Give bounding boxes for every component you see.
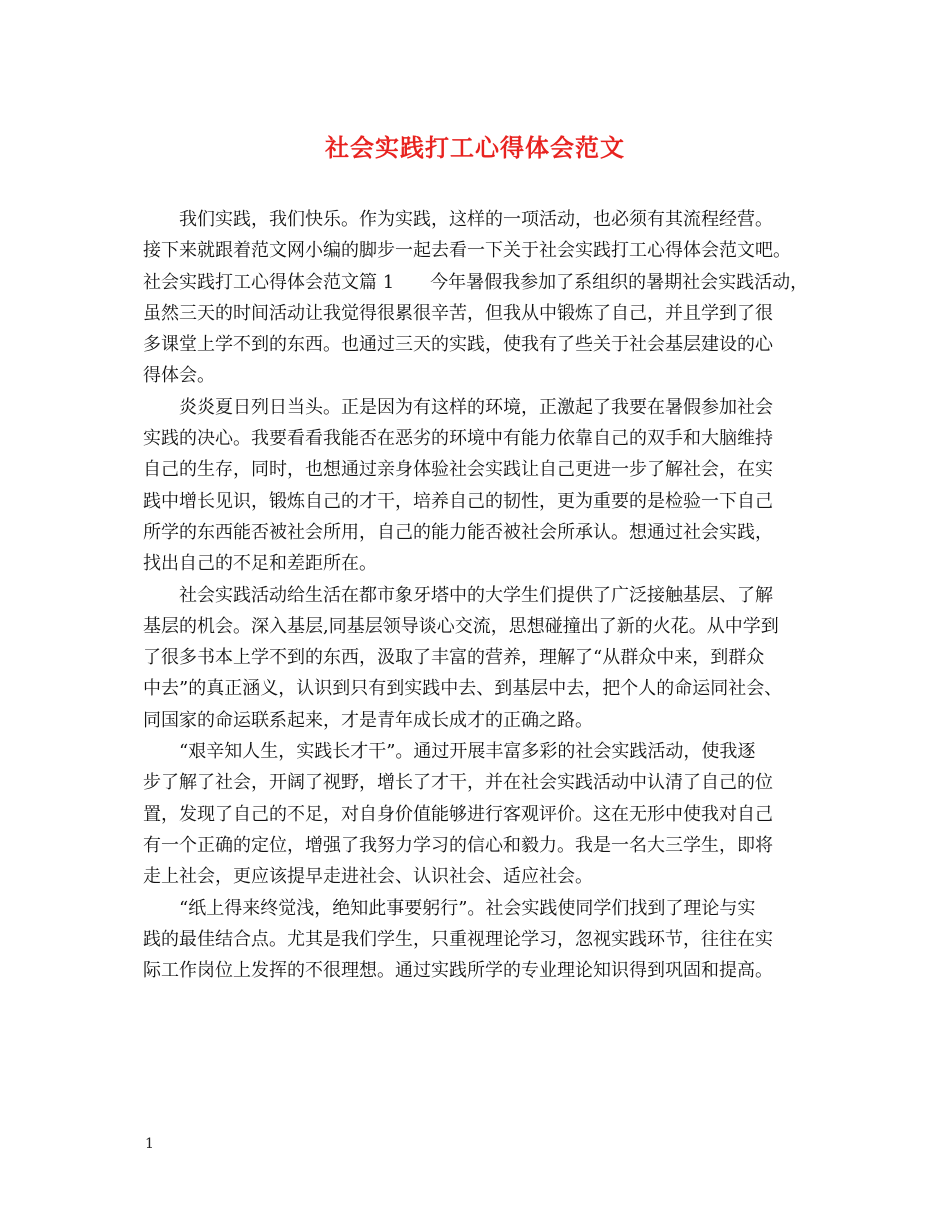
text-line: 社会实践活动给生活在都市象牙塔中的大学生们提供了广泛接触基层、了解: [179, 584, 773, 606]
text-line: “纸上得来终觉浅，绝知此事要躬行”。社会实践使同学们找到了理论与实: [179, 897, 756, 919]
text-line: 同国家的命运联系起来，才是青年成长成才的正确之路。: [143, 709, 593, 731]
text-line: 了很多书本上学不到的东西，汲取了丰富的营养，理解了“从群众中来，到群众: [143, 647, 765, 669]
page-number: 1: [145, 1136, 154, 1152]
text-line: “艰辛知人生，实践长才干”。通过开展丰富多彩的社会实践活动，使我逐: [179, 741, 756, 763]
text-line: 中去”的真正涵义，认识到只有到实践中去、到基层中去，把个人的命运同社会、: [143, 678, 783, 700]
text-line: 所学的东西能否被社会所用，自己的能力能否被社会所承认。想通过社会实践，: [143, 521, 773, 543]
text-line: 走上社会，更应该提早走进社会、认识社会、适应社会。: [143, 866, 593, 888]
text-line: 实践的决心。我要看看我能否在恶劣的环境中有能力依靠自己的双手和大脑维持: [143, 428, 773, 450]
document-title: 社会实践打工心得体会范文: [325, 133, 625, 162]
text-line: 践的最佳结合点。尤其是我们学生，只重视理论学习，忽视实践环节，往往在实: [143, 928, 773, 950]
text-line: 基层的机会。深入基层,同基层领导谈心交流，思想碰撞出了新的火花。从中学到: [143, 615, 779, 637]
text-line: 自己的生存，同时，也想通过亲身体验社会实践让自己更进一步了解社会，在实: [143, 459, 773, 481]
text-line: 有一个正确的定位，增强了我努力学习的信心和毅力。我是一名大三学生，即将: [143, 834, 773, 856]
text-line: 步了解了社会，开阔了视野，增长了才干，并在社会实践活动中认清了自己的位: [143, 772, 773, 794]
text-line: 多课堂上学不到的东西。也通过三天的实践，使我有了些关于社会基层建设的心: [143, 334, 773, 356]
text-line: 我们实践，我们快乐。作为实践，这样的一项活动，也必须有其流程经营。: [179, 209, 773, 230]
document-body: [143, 204, 811, 986]
text-line: 接下来就跟着范文网小编的脚步一起去看一下关于社会实践打工心得体会范文吧。: [143, 240, 791, 262]
text-line: 践中增长见识，锻炼自己的才干，培养自己的韧性，更为重要的是检验一下自己: [143, 490, 773, 512]
text-line: 际工作岗位上发挥的不很理想。通过实践所学的专业理论知识得到巩固和提高。: [143, 960, 773, 982]
text-line: 找出自己的不足和差距所在。: [143, 553, 377, 575]
text-line: 虽然三天的时间活动让我觉得很累很辛苦，但我从中锻炼了自己，并且学到了很: [143, 302, 773, 324]
text-line: 炎炎夏日列日当头。正是因为有这样的环境，正激起了我要在暑假参加社会: [179, 396, 773, 418]
text-line: 置，发现了自己的不足，对自身价值能够进行客观评价。这在无形中使我对自己: [143, 803, 773, 825]
text-line: 社会实践打工心得体会范文篇 1 今年暑假我参加了系组织的暑期社会实践活动，: [143, 271, 809, 293]
text-line: 得体会。: [143, 365, 215, 387]
